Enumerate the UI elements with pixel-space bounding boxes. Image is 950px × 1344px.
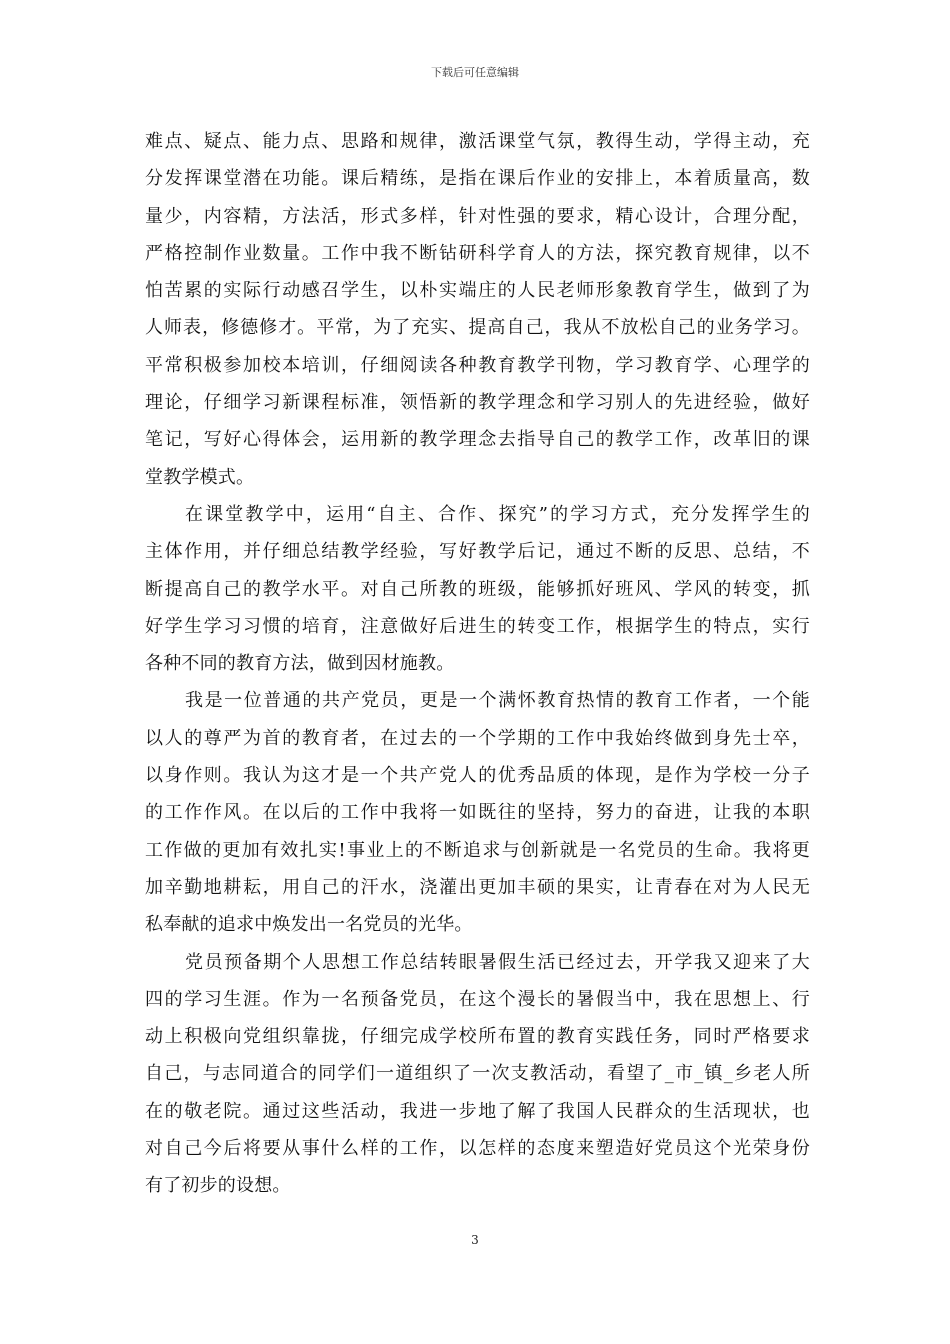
text-line: 量少，内容精，方法活，形式多样，针对性强的要求，精心设计，合理分配， <box>145 205 810 227</box>
page-header: 下载后可任意编辑 <box>431 66 519 79</box>
page-number: 3 <box>471 1233 479 1247</box>
text-line: 对自己今后将要从事什么样的工作，以怎样的态度来塑造好党员这个光荣身份 <box>145 1138 810 1160</box>
text-line: 党员预备期个人思想工作总结转眼暑假生活已经过去，开学我又迎来了大 <box>185 951 810 973</box>
text-line: 私奉献的追求中焕发出一名党员的光华。 <box>145 914 473 936</box>
paragraph <box>145 682 810 943</box>
paragraph <box>145 123 810 496</box>
text-line: 主体作用，并仔细总结教学经验，写好教学后记，通过不断的反思、总结，不 <box>145 541 810 563</box>
text-line: 人师表，修德修才。平常，为了充实、提高自己，我从不放松自己的业务学习。 <box>145 317 810 339</box>
text-line: 动上积极向党组织靠拢，仔细完成学校所布置的教育实践任务，同时严格要求 <box>145 1026 810 1048</box>
text-line: 难点、疑点、能力点、思路和规律，激活课堂气氛，教得生动，学得主动，充 <box>145 131 810 152</box>
text-line: 在的敬老院。通过这些活动，我进一步地了解了我国人民群众的生活现状，也 <box>145 1100 810 1122</box>
text-line: 严格控制作业数量。工作中我不断钻研科学育人的方法，探究教育规律，以不 <box>145 242 810 264</box>
text-line: 工作做的更加有效扎实!事业上的不断追求与创新就是一名党员的生命。我将更 <box>145 839 810 861</box>
text-line: 好学生学习习惯的培育，注意做好后进生的转变工作，根据学生的特点，实行 <box>145 615 810 637</box>
paragraph <box>145 496 810 682</box>
text-line: 的工作作风。在以后的工作中我将一如既往的坚持，努力的奋进，让我的本职 <box>145 802 810 824</box>
text-line: 各种不同的教育方法，做到因材施教。 <box>145 653 455 675</box>
paragraph <box>145 944 810 1205</box>
text-line: 平常积极参加校本培训，仔细阅读各种教育教学刊物，学习教育学、心理学的 <box>145 354 810 376</box>
text-line: 以人的尊严为首的教育者，在过去的一个学期的工作中我始终做到身先士卒， <box>145 727 810 749</box>
text-line: 我是一位普通的共产党员，更是一个满怀教育热情的教育工作者，一个能 <box>185 690 810 712</box>
text-line: 断提高自己的教学水平。对自己所教的班级，能够抓好班风、学风的转变，抓 <box>145 578 810 600</box>
text-line: 以身作则。我认为这才是一个共产党人的优秀品质的体现，是作为学校一分子 <box>145 765 810 787</box>
text-line: 怕苦累的实际行动感召学生，以朴实端庄的人民老师形象教育学生，做到了为 <box>145 280 810 302</box>
text-line: 在课堂教学中，运用“自主、合作、探究”的学习方式，充分发挥学生的 <box>185 503 810 525</box>
text-line: 理论，仔细学习新课程标准，领悟新的教学理念和学习别人的先进经验，做好 <box>145 392 810 414</box>
text-line: 分发挥课堂潜在功能。课后精练，是指在课后作业的安排上，本着质量高，数 <box>145 168 810 190</box>
text-line: 加辛勤地耕耘，用自己的汗水，浇灌出更加丰硕的果实，让青春在对为人民无 <box>145 876 810 898</box>
text-line: 自己，与志同道合的同学们一道组织了一次支教活动，看望了_市_镇_乡老人所 <box>145 1063 810 1085</box>
document-body <box>145 123 810 1205</box>
text-line: 堂教学模式。 <box>145 466 255 488</box>
text-line: 四的学习生涯。作为一名预备党员，在这个漫长的暑假当中，我在思想上、行 <box>145 988 810 1010</box>
text-line: 有了初步的设想。 <box>145 1175 291 1197</box>
text-line: 笔记，写好心得体会，运用新的教学理念去指导自己的教学工作，改革旧的课 <box>145 429 810 451</box>
